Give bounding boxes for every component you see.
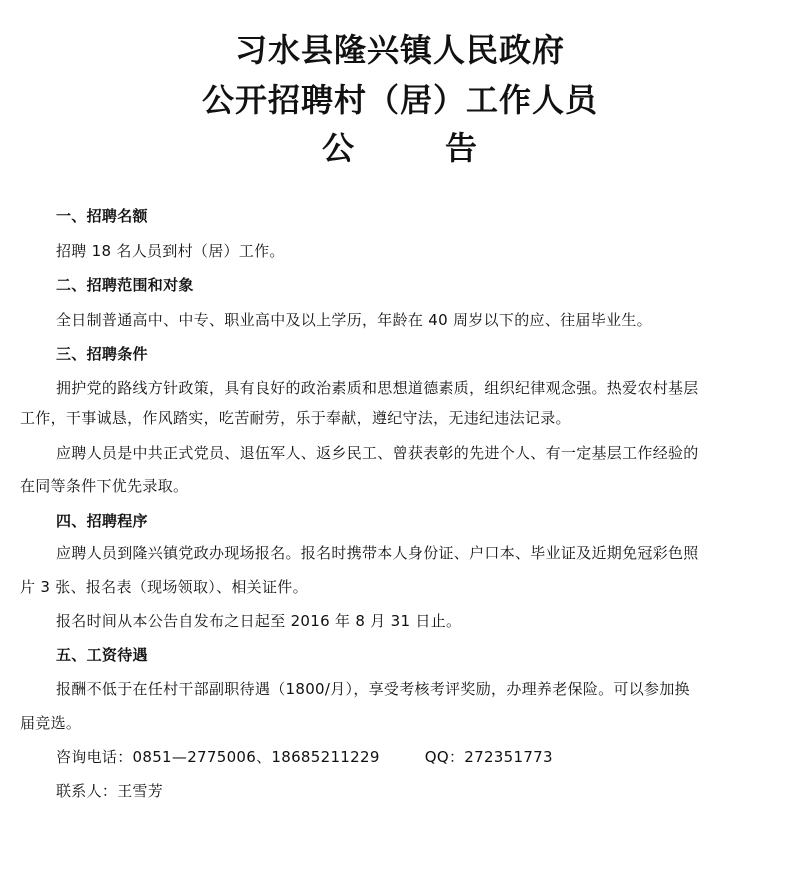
contact-person-row (56, 781, 163, 801)
contact-phone-row (56, 747, 553, 767)
contact-phone-value: 0851—2775006、18685211229 (132, 748, 380, 766)
section-heading-salary: 五、工资待遇 (56, 646, 148, 664)
contact-person-value: 王雪芳 (117, 782, 164, 800)
contact-phone-label: 咨询电话： (56, 748, 133, 766)
section-text-deadline: 报名时间从本公告自发布之日起至 2016 年 8 月 31 日止。 (56, 612, 462, 630)
section-heading-conditions: 三、招聘条件 (56, 345, 148, 363)
section-heading-quota: 一、招聘名额 (56, 207, 148, 225)
contact-qq (425, 747, 553, 767)
section-text-quota: 招聘 18 名人员到村（居）工作。 (56, 242, 285, 260)
contact-person-label: 联系人： (56, 782, 118, 800)
title-recruitment: 公开招聘村（居）工作人员 (201, 81, 598, 119)
section-text-conditions-line2: 工作，干事诚恳，作风踏实，吃苦耐劳，乐于奉献，遵纪守法，无违纪违法记录。 (20, 409, 571, 427)
section-heading-procedure: 四、招聘程序 (56, 512, 148, 530)
title-announcement (0, 128, 800, 168)
title-announcement-char-2: 告 (445, 129, 479, 167)
section-text-priority-line1: 应聘人员是中共正式党员、退伍军人、返乡民工、曾获表彰的先进个人、有一定基层工作经验的 (56, 444, 699, 462)
section-text-procedure-line1: 应聘人员到隆兴镇党政办现场报名。报名时携带本人身份证、户口本、毕业证及近期免冠彩色照 (56, 544, 699, 562)
section-text-salary-line2: 届竞选。 (20, 714, 82, 732)
title-announcement-char-1: 公 (321, 129, 355, 167)
section-heading-scope: 二、招聘范围和对象 (56, 276, 194, 294)
section-text-salary-line1: 报酬不低于在任村干部副职待遇（1800/月），享受考核考评奖励，办理养老保险。可以参加换 (56, 680, 690, 698)
contact-qq-value: 272351773 (464, 748, 553, 766)
title-government: 习水县隆兴镇人民政府 (234, 31, 565, 69)
section-text-priority-line2: 在同等条件下优先录取。 (20, 477, 189, 495)
section-text-scope: 全日制普通高中、中专、职业高中及以上学历，年龄在 40 周岁以下的应、往届毕业生。 (56, 311, 652, 329)
section-text-procedure-line2: 片 3 张、报名表（现场领取）、相关证件。 (20, 578, 308, 596)
section-text-conditions-line1: 拥护党的路线方针政策，具有良好的政治素质和思想道德素质，组织纪律观念强。热爱农村基层 (56, 379, 699, 397)
contact-qq-label: QQ： (424, 748, 465, 766)
